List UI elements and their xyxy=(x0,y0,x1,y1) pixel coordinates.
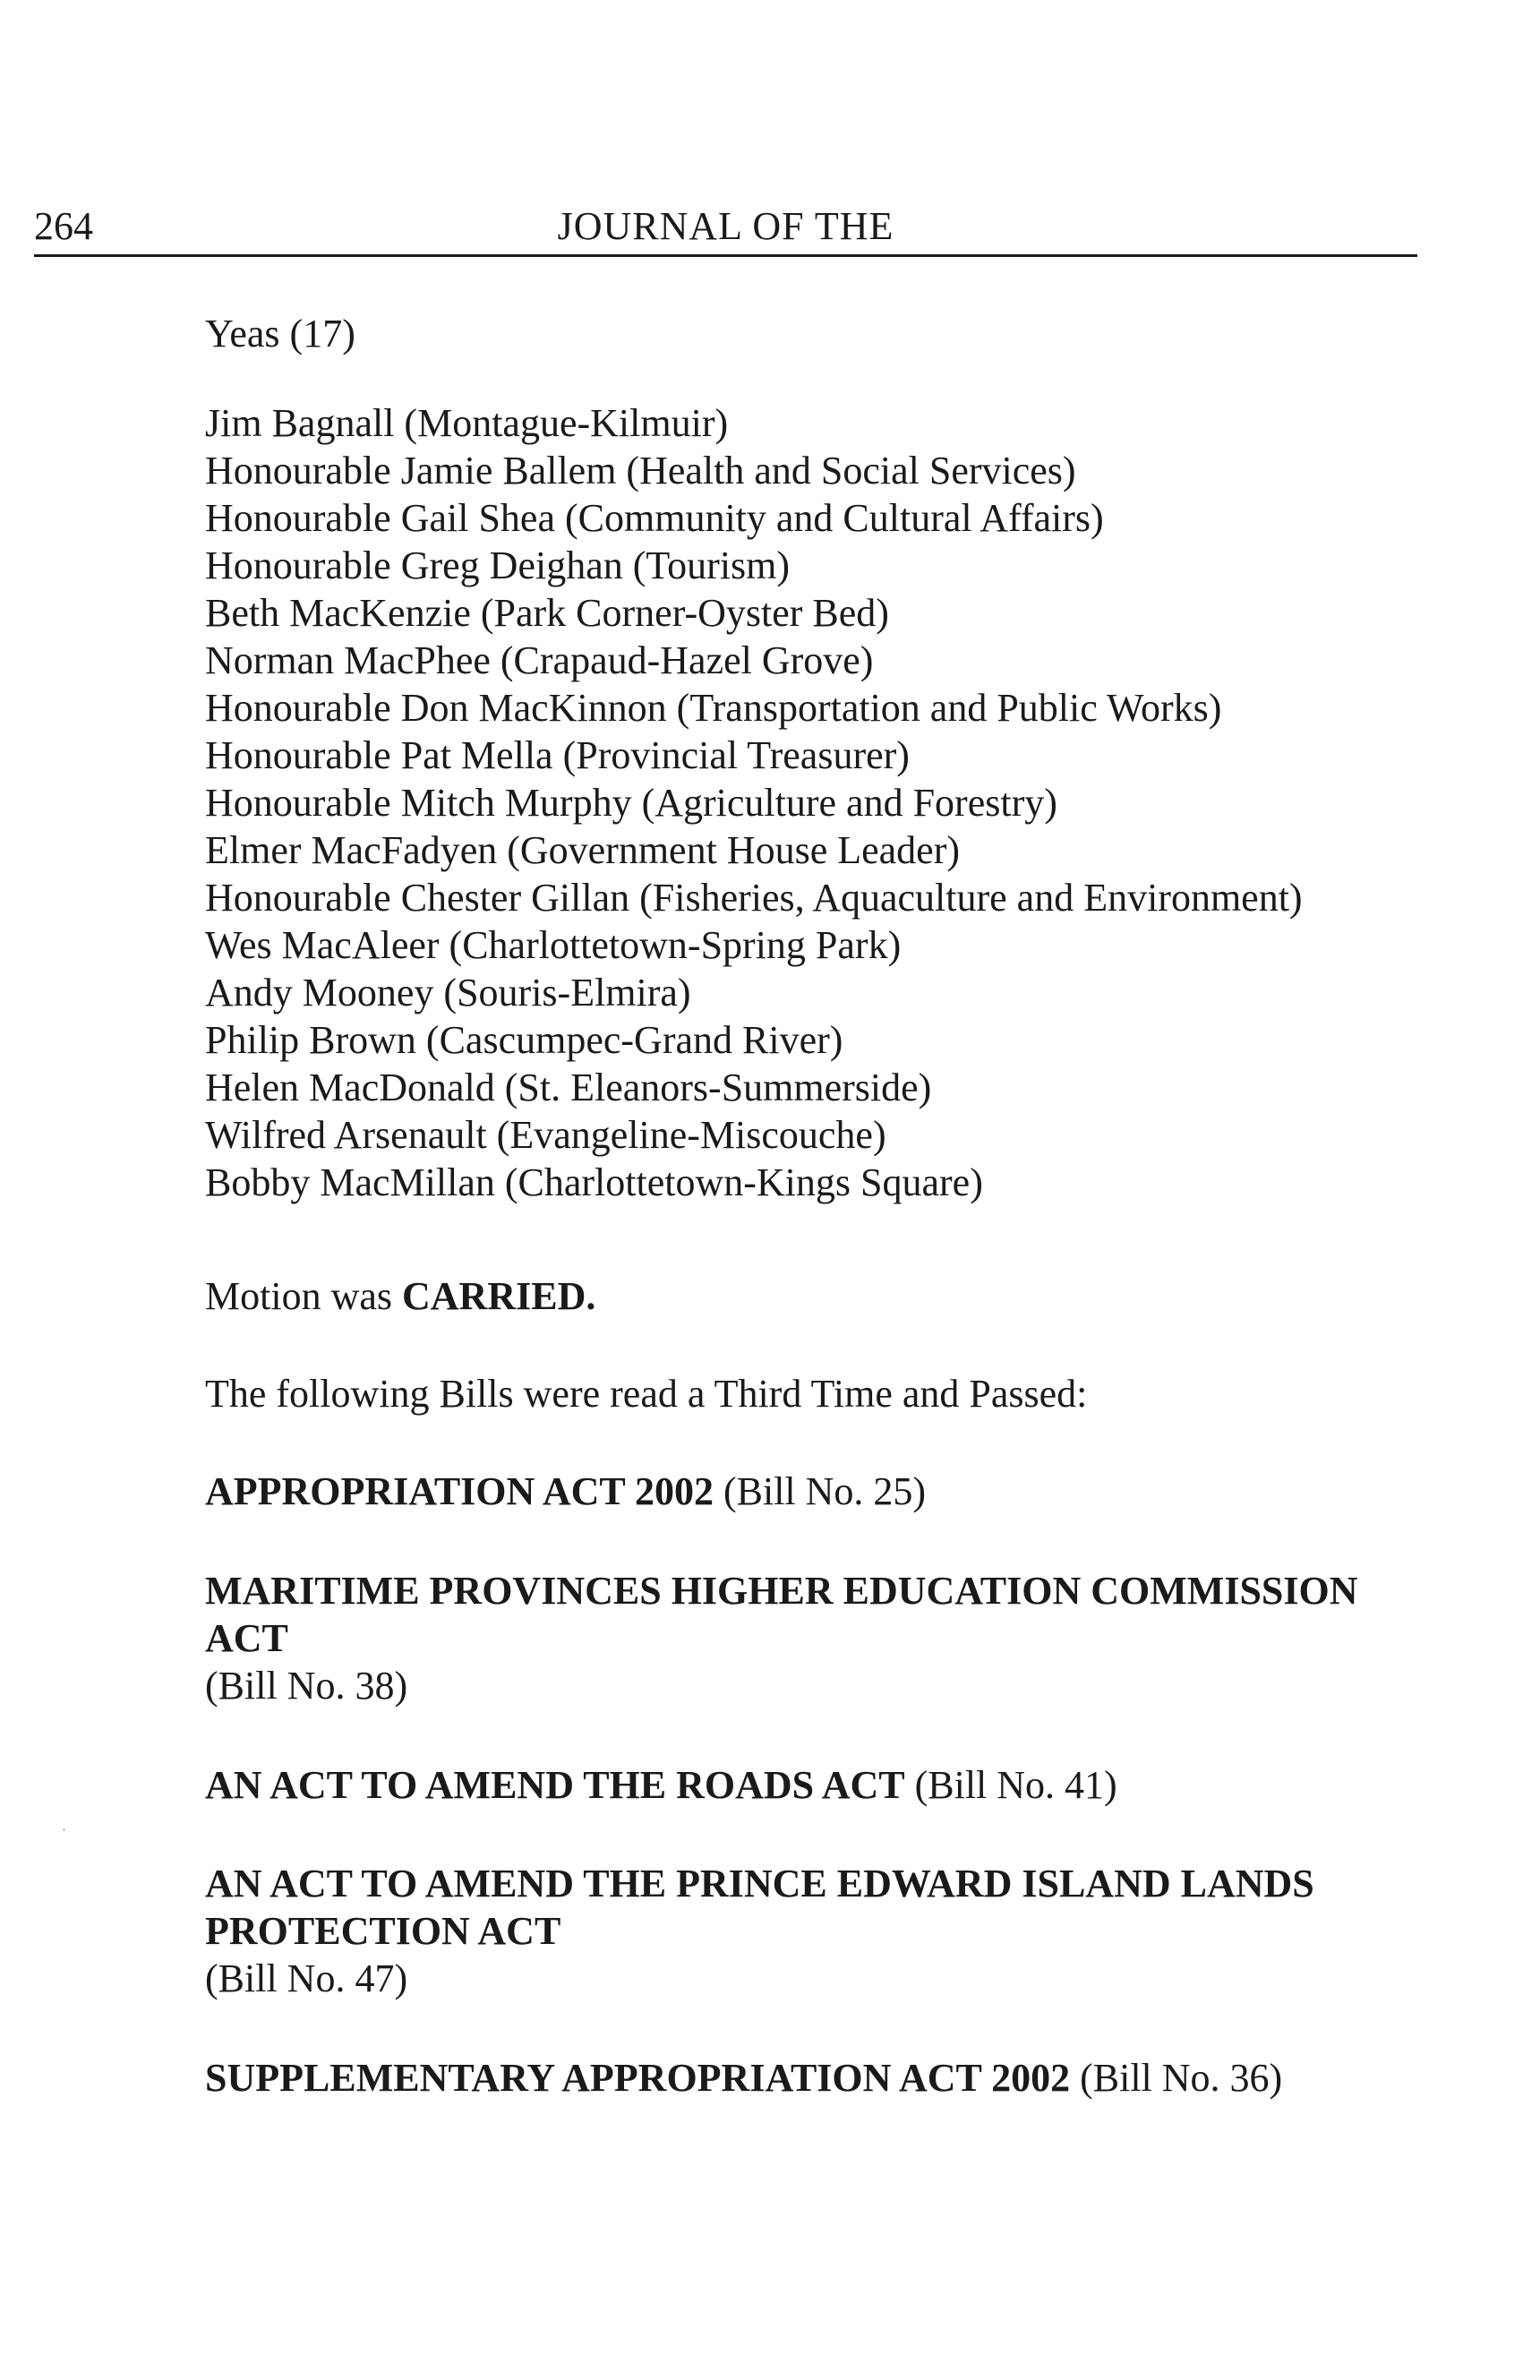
bill-entry xyxy=(205,1761,1423,1809)
scan-speck xyxy=(63,1828,65,1831)
member-entry: Helen MacDonald (St. Eleanors-Summerside) xyxy=(205,1066,932,1109)
bill-title-continued: ACT xyxy=(205,1616,288,1660)
bill-title-continued: PROTECTION ACT xyxy=(205,1909,561,1953)
member-entry: Beth MacKenzie (Park Corner-Oyster Bed) xyxy=(205,591,889,635)
page-header xyxy=(34,199,1417,257)
member-entry: Honourable Jamie Ballem (Health and Social Services) xyxy=(205,449,1076,492)
bill-title: SUPPLEMENTARY APPROPRIATION ACT 2002 xyxy=(205,2056,1071,2100)
member-entry: Wes MacAleer (Charlottetown-Spring Park) xyxy=(205,923,902,967)
yeas-member-list xyxy=(205,399,1423,1206)
bill-title: AN ACT TO AMEND THE ROADS ACT xyxy=(205,1763,905,1807)
member-entry: Norman MacPhee (Crapaud-Hazel Grove) xyxy=(205,638,874,682)
motion-prefix: Motion was xyxy=(205,1274,402,1318)
bill-number: (Bill No. 41) xyxy=(914,1763,1117,1807)
bill-entry xyxy=(205,1468,1423,1515)
member-entry: Honourable Chester Gillan (Fisheries, Aquaculture and Environment) xyxy=(205,876,1303,920)
bill-entry xyxy=(205,1567,1423,1709)
bill-entry xyxy=(205,2054,1423,2102)
member-entry: Wilfred Arsenault (Evangeline-Miscouche) xyxy=(205,1113,886,1157)
member-entry: Honourable Mitch Murphy (Agriculture and Forestry) xyxy=(205,781,1057,825)
bill-number: (Bill No. 36) xyxy=(1080,2056,1283,2100)
motion-outcome: CARRIED. xyxy=(402,1274,596,1318)
member-entry: Elmer MacFadyen (Government House Leader) xyxy=(205,828,961,872)
member-entry: Honourable Don MacKinnon (Transportation and Public Works) xyxy=(205,686,1222,730)
bill-number: (Bill No. 38) xyxy=(205,1664,408,1708)
motion-result xyxy=(205,1272,1423,1320)
yeas-heading: Yeas (17) xyxy=(205,312,355,355)
member-entry: Bobby MacMillan (Charlottetown-Kings Square) xyxy=(205,1160,983,1204)
bill-number: (Bill No. 25) xyxy=(723,1469,927,1513)
member-entry: Honourable Greg Deighan (Tourism) xyxy=(205,544,791,587)
member-entry: Honourable Gail Shea (Community and Cultural Affairs) xyxy=(205,496,1104,540)
running-head: JOURNAL OF THE xyxy=(557,204,894,248)
bills-intro: The following Bills were read a Third Time and Passed: xyxy=(205,1372,1088,1416)
bill-title: MARITIME PROVINCES HIGHER EDUCATION COMMISSION xyxy=(205,1569,1358,1613)
member-entry: Honourable Pat Mella (Provincial Treasurer) xyxy=(205,733,910,777)
member-entry: Jim Bagnall (Montague-Kilmuir) xyxy=(205,401,729,445)
bill-title: APPROPRIATION ACT 2002 xyxy=(205,1469,714,1513)
bill-entry xyxy=(205,1860,1423,2002)
bill-title: AN ACT TO AMEND THE PRINCE EDWARD ISLAND LANDS xyxy=(205,1862,1314,1905)
member-entry: Andy Mooney (Souris-Elmira) xyxy=(205,971,691,1014)
bill-number: (Bill No. 47) xyxy=(205,1956,408,2000)
member-entry: Philip Brown (Cascumpec-Grand River) xyxy=(205,1018,843,1062)
page-number: 264 xyxy=(34,204,93,248)
